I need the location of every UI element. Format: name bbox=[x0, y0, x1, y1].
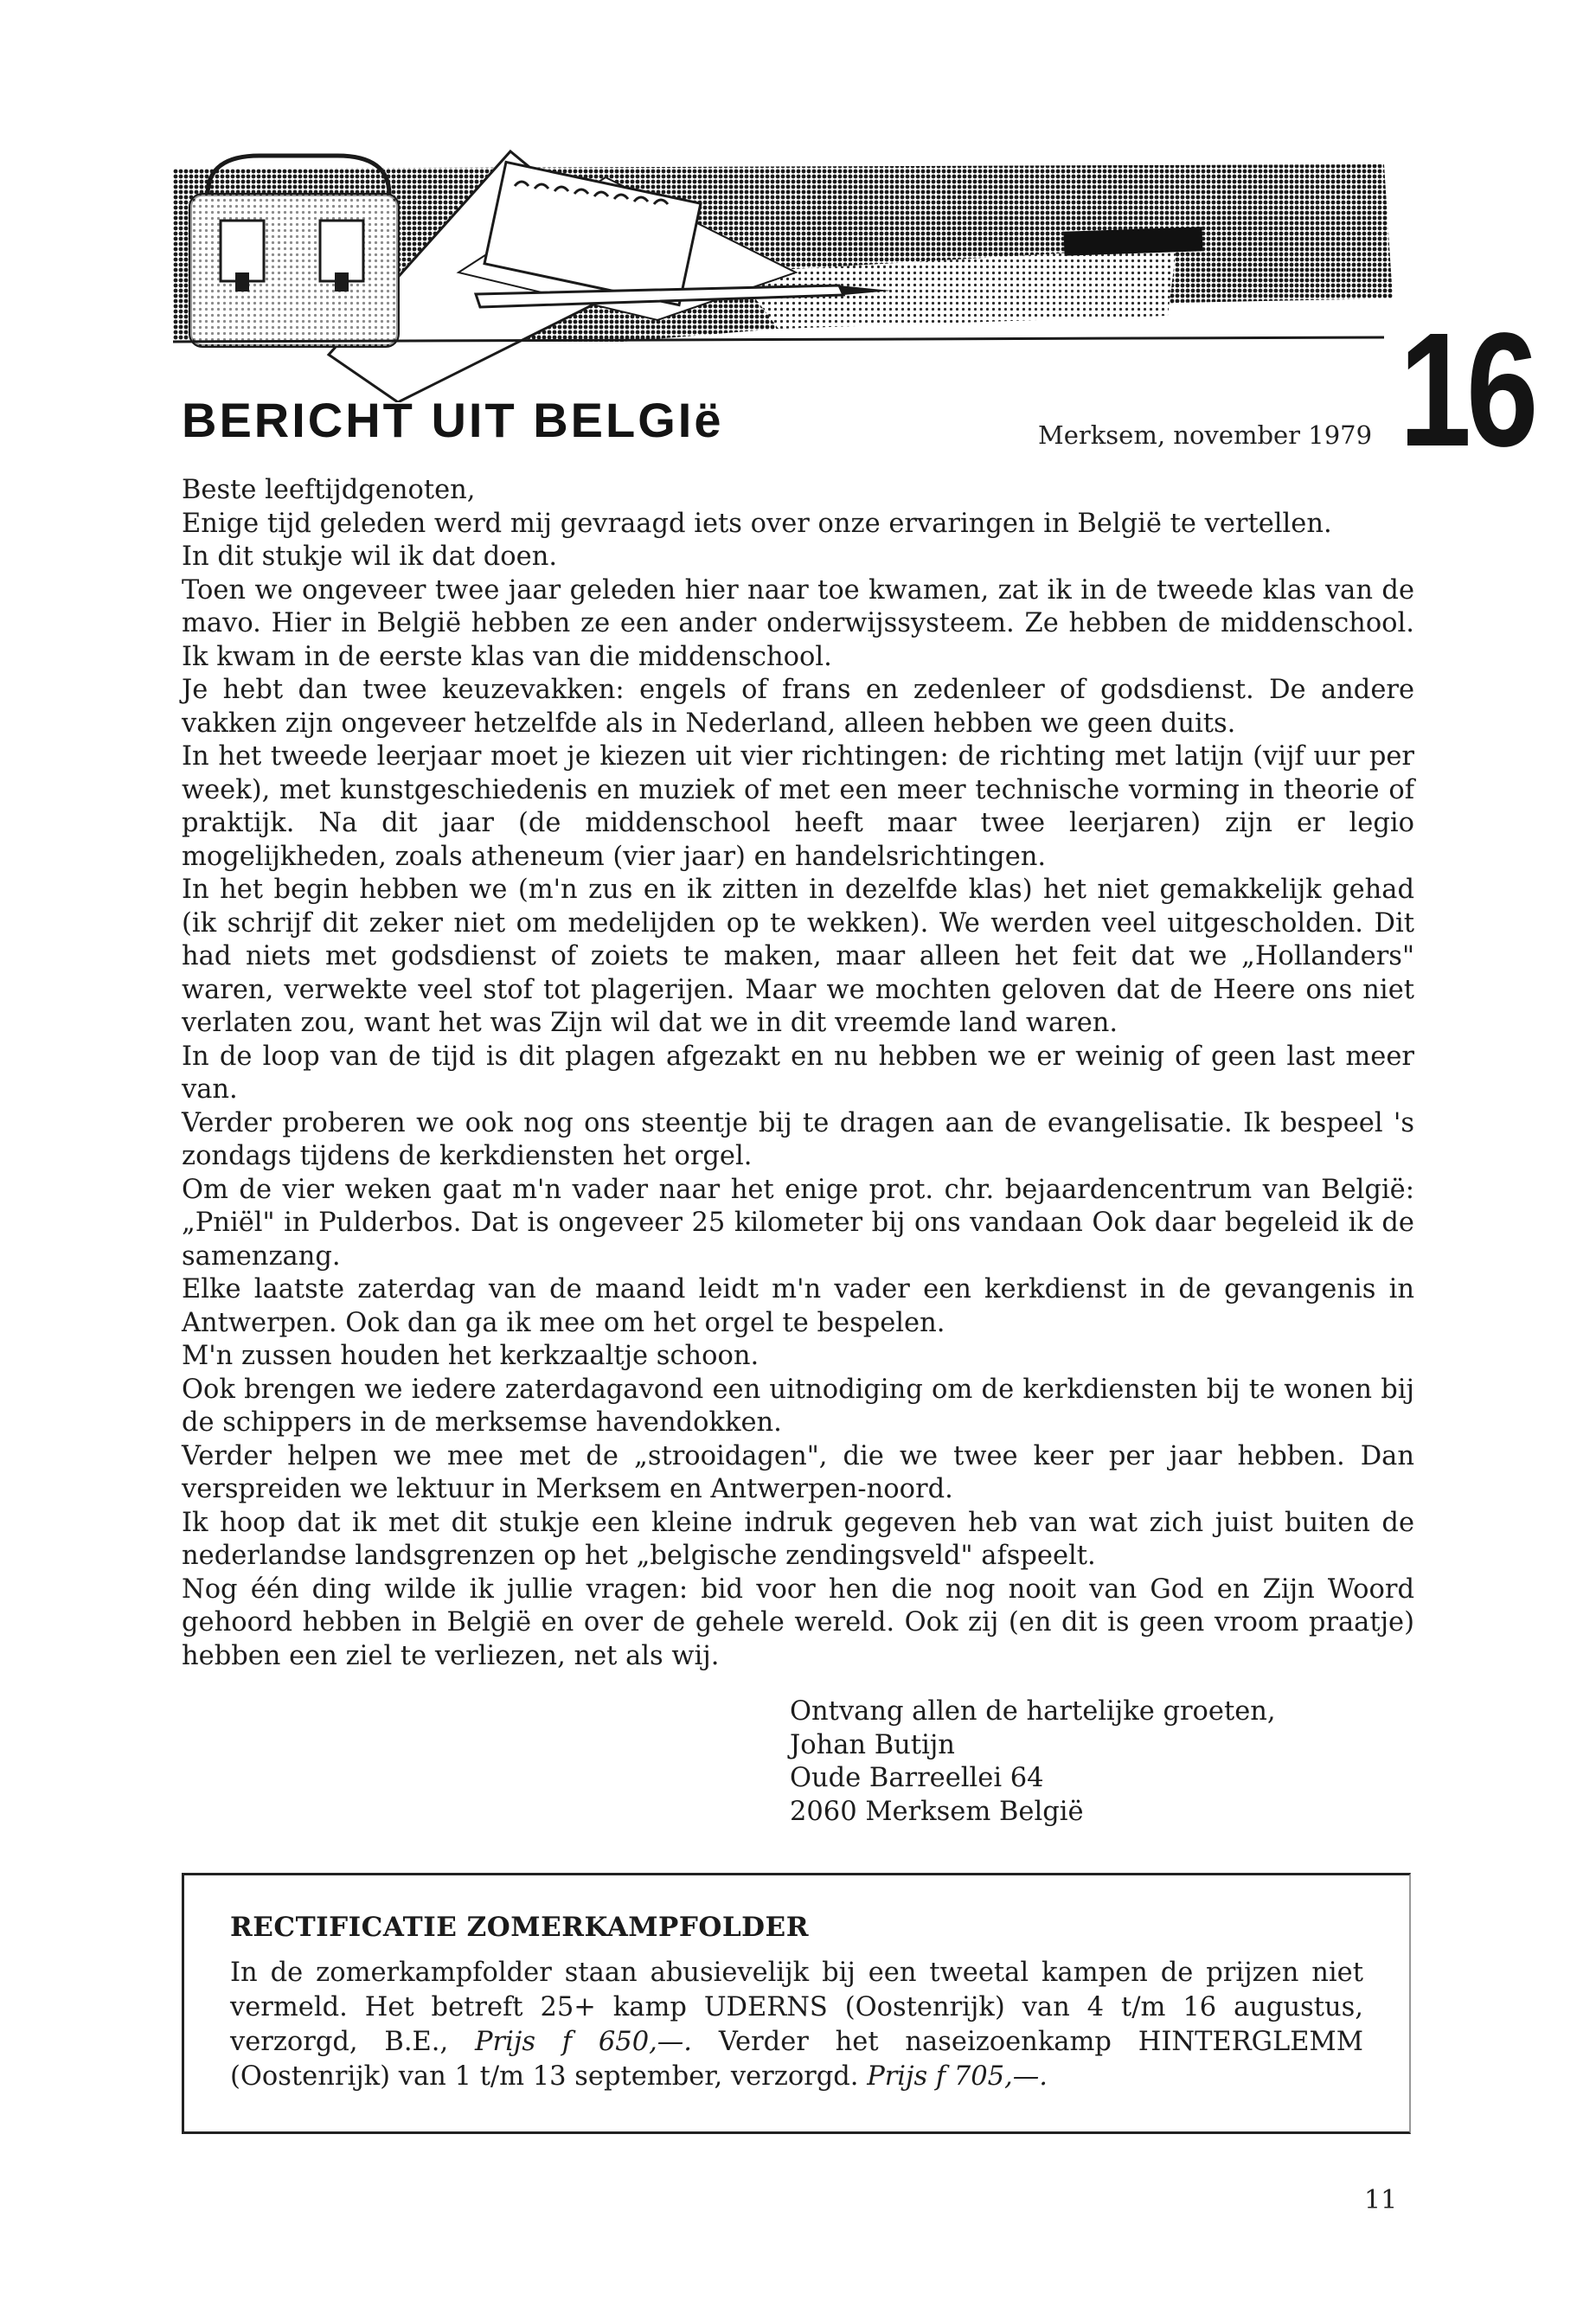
rectification-body bbox=[230, 1956, 1363, 2094]
dateline: Merksem, november 1979 bbox=[1038, 420, 1373, 450]
rectification-box bbox=[182, 1873, 1411, 2134]
author-street: Oude Barreellei 64 bbox=[790, 1763, 1044, 1793]
banner-illustration bbox=[173, 143, 1401, 402]
page-title: BERICHT UIT BELGIë bbox=[182, 393, 724, 447]
letter-paragraph: Verder proberen we ook nog ons steentje bij te dragen aan de evangelisatie. Ik bespeel 's zondags tijdens de kerkdiensten het orgel. bbox=[182, 1107, 1414, 1171]
rectification-text bbox=[230, 1956, 1363, 2094]
author-city: 2060 Merksem België bbox=[790, 1796, 1084, 1827]
letter-paragraph: Beste leeftijdgenoten, bbox=[182, 475, 476, 505]
author-name: Johan Butijn bbox=[790, 1729, 955, 1760]
issue-number: 16 bbox=[1399, 298, 1534, 480]
letter-paragraph: Ik hoop dat ik met dit stukje een kleine indruk gegeven heb van wat zich juist buiten de nederlandse landsgrenzen op het „belgische zendingsveld" afspeelt. bbox=[182, 1507, 1414, 1571]
letter-paragraph: Verder helpen we mee met de „strooidagen", die we twee keer per jaar hebben. Dan verspreiden we lektuur in Merksem en Antwerpen-noord. bbox=[182, 1440, 1414, 1504]
letter-paragraph: Toen we ongeveer twee jaar geleden hier naar toe kwamen, zat ik in de tweede klas van de mavo. Hier in België hebben ze een ander onderwijssysteem. Ze hebben de middenschool. Ik kwam in de eerste klas van die middenschool. bbox=[182, 574, 1414, 672]
letter-paragraph: In het tweede leerjaar moet je kiezen uit vier richtingen: de richting met latijn (vijf uur per week), met kunstgeschiedenis en muziek of met een meer technische vorming in theorie of praktijk. Na dit jaar (de middenschool heeft maar twee leerjaren) zijn er legio mogelijkheden, zoals atheneum (vier jaar) en handelsrichtingen. bbox=[182, 741, 1414, 872]
price-1: Prijs f 650,—. bbox=[475, 2027, 693, 2057]
letter-paragraph: Nog één ding wilde ik jullie vragen: bid voor hen die nog nooit van God en Zijn Woord gehoord hebben in België en over de gehele wereld. Ook zij (en dit is geen vroom praatje) hebben een ziel te verliezen, net als wij. bbox=[182, 1574, 1414, 1671]
letter-paragraph: M'n zussen houden het kerkzaaltje schoon. bbox=[182, 1341, 760, 1371]
rectification-title: RECTIFICATIE ZOMERKAMPFOLDER bbox=[230, 1912, 809, 1943]
letter-paragraph: Elke laatste zaterdag van de maand leidt m'n vader een kerkdienst in de gevangenis in Antwerpen. Ook dan ga ik mee om het orgel te bespelen. bbox=[182, 1274, 1414, 1338]
letter-paragraph: Enige tijd geleden werd mij gevraagd iets over onze ervaringen in België te vertellen. bbox=[182, 508, 1332, 539]
letter-paragraph: In dit stukje wil ik dat doen. bbox=[182, 542, 558, 572]
signature-block bbox=[790, 1695, 1276, 1829]
letter-paragraph: Ook brengen we iedere zaterdagavond een uitnodiging om de kerkdiensten bij te wonen bij de schippers in de merksemse havendokken. bbox=[182, 1374, 1414, 1438]
page-number: 11 bbox=[1364, 2185, 1398, 2215]
letter-paragraph: Om de vier weken gaat m'n vader naar het enige prot. chr. bejaardencentrum van België: „Pniël" in Pulderbos. Dat is ongeveer 25 kilometer bij ons vandaan Ook daar begeleid ik de samenzang. bbox=[182, 1174, 1414, 1272]
closing-greeting: Ontvang allen de hartelijke groeten, bbox=[790, 1696, 1276, 1727]
rectification-text-1: In de zomerkampfolder staan abusievelijk bij een tweetal kampen de prijzen niet vermeld. Het betreft 25+ kamp UDERNS (Oostenrijk) van 4 t/m 16 augustus, verzorgd, B.E., bbox=[230, 1958, 1363, 2057]
letter-paragraph: In de loop van de tijd is dit plagen afgezakt en nu hebben we er weinig of geen last meer van. bbox=[182, 1041, 1414, 1105]
letter-paragraph: In het begin hebben we (m'n zus en ik zitten in dezelfde klas) het niet gemakkelijk gehad (ik schrijf dit zeker niet om medelijden op te wekken). We werden veel uitgescholden. Dit had niets met godsdienst of zoiets te maken, maar alleen het feit dat we „Hollanders" waren, verwekte veel stof tot plagerijen. Maar we mochten geloven dat de Heere ons niet verlaten zou, want het was Zijn wil dat we in dit vreemde land waren. bbox=[182, 875, 1414, 1038]
price-2: Prijs f 705,—. bbox=[867, 2061, 1048, 2092]
letter-body bbox=[182, 474, 1414, 1673]
letter-paragraph: Je hebt dan twee keuzevakken: engels of frans en zedenleer of godsdienst. De andere vakken zijn ongeveer hetzelfde als in Nederland, alleen hebben we geen duits. bbox=[182, 675, 1414, 739]
rectification-text-2: Verder het naseizoenkamp HINTERGLEMM (Oostenrijk) van 1 t/m 13 september, verzorgd. bbox=[230, 2027, 1363, 2092]
